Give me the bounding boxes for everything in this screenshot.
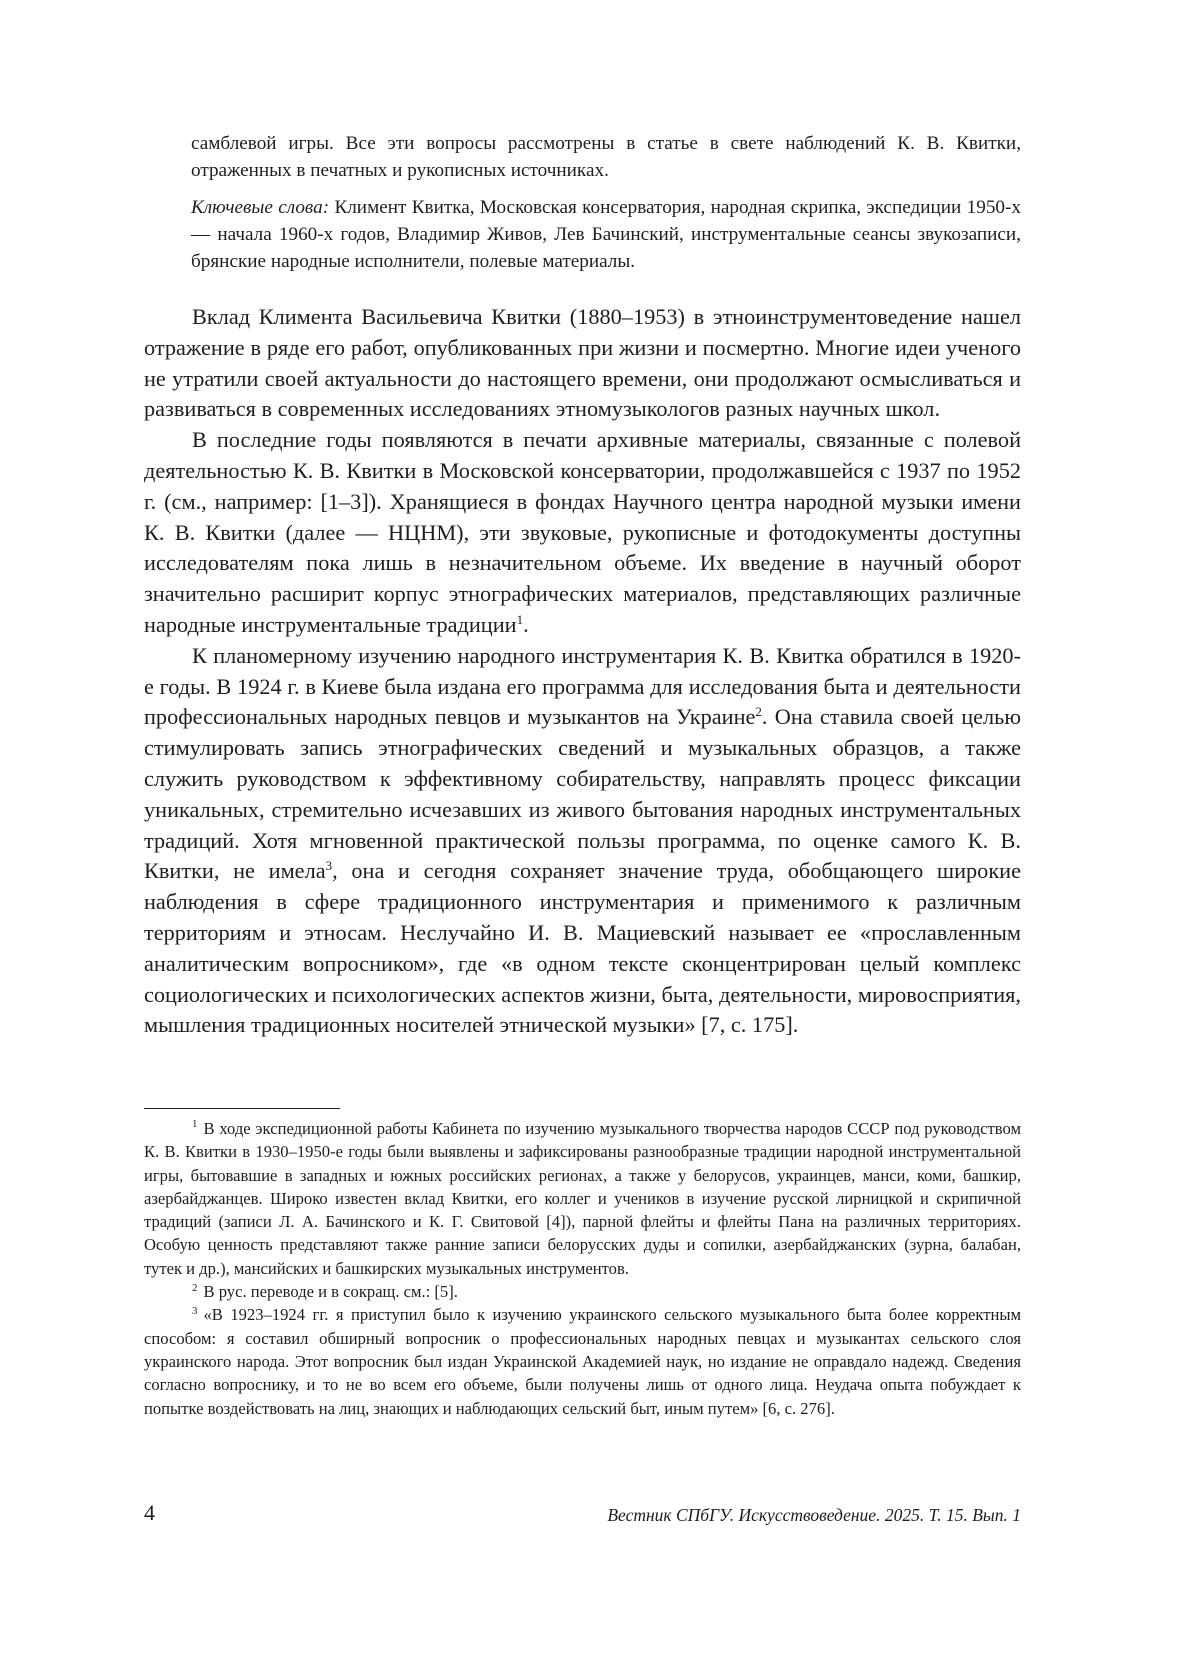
footnote-ref-1[interactable]: 1 xyxy=(516,611,524,627)
body-paragraph-3-part-a: К планомерному изучению народного инструментария К. В. Квитка обратился в 1920-е годы. В 1924 г. в Киеве была издана его программа для исследования быта и деятельности профессиональных народных певцов и музыкантов на Украине xyxy=(144,642,1021,730)
body-paragraph-3-part-b: . Она ставила своей целью стимулировать запись этнографических сведений и музыкальных образцов, а также служить руководством к эффективному собирательству, направлять процесс фиксации уникальных, стремительно исчезавших из живого бытования народных инструментальных традиций. Хотя мгновенной практической пользы программа, по оценке самого К. В. Квитки, не имела xyxy=(144,704,1021,884)
body-paragraph-3 xyxy=(144,641,1021,1041)
body-paragraph-1: Вклад Климента Васильевича Квитки (1880–1953) в этноинструментоведение нашел отражение в ряде его работ, опубликованных при жизни и посмертно. Многие идеи ученого не утратили своей актуальности до настоящего времени, они продолжают осмысливаться и развиваться в современных исследованиях этномузыкологов разных научных школ. xyxy=(144,304,1021,422)
body-paragraph-2 xyxy=(144,425,1021,641)
footnote-number: 2 xyxy=(192,1281,198,1294)
footnote-ref-2[interactable]: 2 xyxy=(755,703,762,719)
footnote-text: В ходе экспедиционной работы Кабинета по изучению музыкального творчества народов СССР под руководством К. В. Квитки в 1930–1950-е годы были выявлены и зафиксированы разнообразные традиции народной инструментальной игры, бытовавшие в западных и южных российских регионах, а также у белорусов, украинцев, манси, коми, башкир, азербайджанцев. Широко известен вклад Квитки, его коллег и учеников в изучение русской лирницкой и скрипичной традиций (записи Л. А. Бачинского и К. Г. Свитовой [4]), парной флейты и флейты Пана на различных территориях. Особую ценность представляют также ранние записи белорусских дуды и сопилки, азербайджанских (зурна, балабан, тутек и др.), мансийских и башкирских музыкальных инструментов. xyxy=(144,1119,1021,1278)
footnote-text: «В 1923–1924 гг. я приступил было к изучению украинского сельского музыкального быта более корректным способом: я составил обширный вопросник о профессиональных народных певцах и музыкантах сельского слоя украинского народа. Этот вопросник был издан Украинской Академией наук, но издание не оправдало надежд. Сведения согласно вопроснику, и то не во всем его объеме, были получены лишь от одного лица. Неудача опыта побуждает к попытке воздействовать на лиц, знающих и наблюдающих сельский быт, иным путем» [6, с. 276]. xyxy=(144,1305,1021,1418)
page-number: 4 xyxy=(144,1500,155,1525)
footnote-separator xyxy=(144,1108,340,1109)
footnote-1 xyxy=(144,1117,1021,1280)
footnote-ref-3[interactable]: 3 xyxy=(325,857,333,873)
footnote-3 xyxy=(144,1303,1021,1419)
body-paragraph-2-end: . xyxy=(523,611,529,637)
abstract-text: самблевой игры. Все эти вопросы рассмотрены в статье в свете наблюдений К. В. Квитки, отраженных в печатных и рукописных источниках. xyxy=(191,133,1021,181)
footnote-number: 1 xyxy=(192,1118,198,1131)
body-paragraph-2-text: В последние годы появляются в печати архивные материалы, связанные с полевой деятельностью К. В. Квитки в Московской консерватории, продолжавшейся с 1937 по 1952 г. (см., например: [1–3]). Хранящиеся в фондах Научного центра народной музыки имени К. В. Квитки (далее — НЦНМ), эти звуковые, рукописные и фотодокументы доступны исследователям пока лишь в незначительном объеме. Их введение в научный оборот значительно расширит корпус этнографических материалов, представляющих различные народные инструментальные традиции xyxy=(144,427,1021,637)
journal-running-footer: Вестник СПбГУ. Искусствоведение. 2025. Т. 15. Вып. 1 xyxy=(607,1505,1021,1525)
article-body xyxy=(144,302,1021,1041)
keywords-paragraph xyxy=(191,194,1021,275)
keywords-label: Ключевые слова: xyxy=(191,197,330,218)
keywords-list: Климент Квитка, Московская консерватория, народная скрипка, экспедиции 1950-х — начала 1960-х годов, Владимир Живов, Лев Бачинский, инструментальные сеансы звукозаписи, брянские народные исполнители, полевые материалы. xyxy=(191,197,1021,272)
footnote-text: В рус. переводе и в сокращ. см.: [5]. xyxy=(203,1282,458,1302)
body-paragraph-3-part-c: , она и сегодня сохраняет значение труда, обобщающего широкие наблюдения в сфере традиционного инструментария и применимого к различным территориям и этносам. Неслучайно И. В. Мациевский называет ее «прославленным аналитическим вопросником», где «в одном тексте сконцентрирован целый комплекс социологических и психологических аспектов жизни, быта, деятельности, мировосприятия, мышления традиционных носителей этнической музыки» [7, с. 175]. xyxy=(144,858,1021,1038)
abstract-block xyxy=(191,130,1021,275)
footnote-number: 3 xyxy=(192,1304,198,1317)
footnote-2 xyxy=(144,1280,1021,1303)
footnotes-block xyxy=(144,1117,1021,1420)
